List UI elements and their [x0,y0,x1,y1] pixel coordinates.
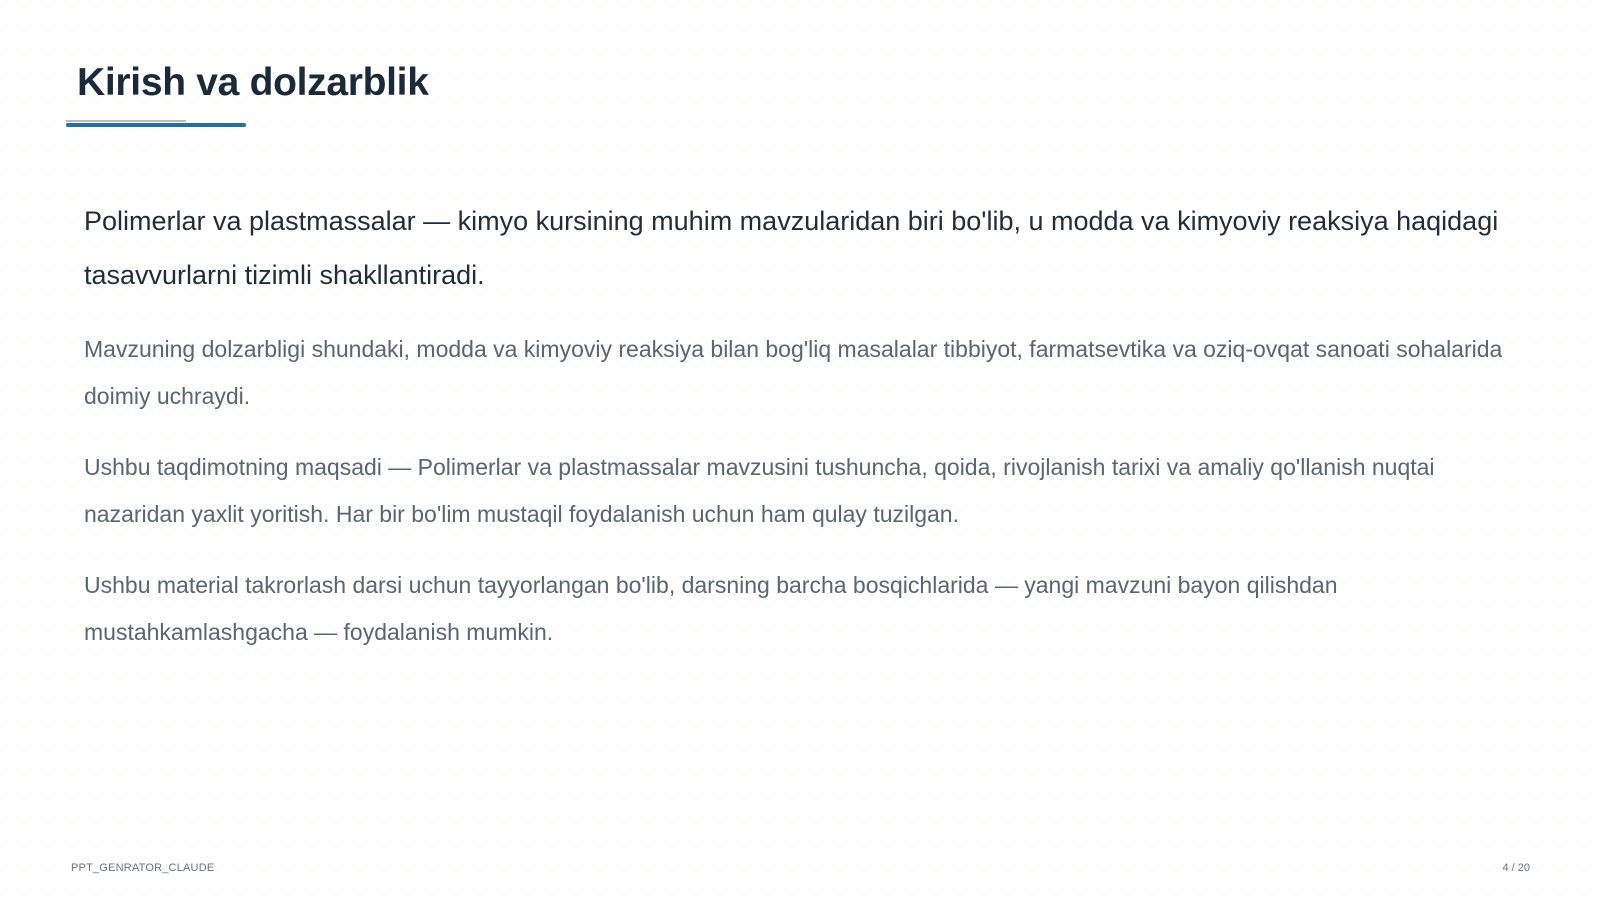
slide-title: Kirish va dolzarblik [77,61,429,104]
body-paragraph-1: Mavzuning dolzarbligi shundaki, modda va kimyoviy reaksiya bilan bog'liq masalalar tibbiyot, farmatsevtika va oziq-ovqat sanoati sohalarida doimiy uchraydi. [84,336,1503,409]
page-number: 4 / 20 [1502,862,1530,874]
body-paragraph-3: Ushbu material takrorlash darsi uchun tayyorlangan bo'lib, darsning barcha bosqichlarida — yangi mavzuni bayon qilishdan mustahkamlashgacha — foydalanish mumkin. [84,572,1338,645]
slide-content [84,194,1524,680]
body-paragraph-2: Ushbu taqdimotning maqsadi — Polimerlar va plastmassalar mavzusini tushuncha, qoida, rivojlanish tarixi va amaliy qo'llanish nuqtai nazaridan yaxlit yoritish. Har bir bo'lim mustaqil foydalanish uchun ham qulay tuzilgan. [84,454,1435,527]
title-underline-shadow [66,120,186,122]
footer-source-label: PPT_GENRATOR_CLAUDE [71,862,215,874]
title-underline [66,123,246,127]
lead-paragraph: Polimerlar va plastmassalar — kimyo kursining muhim mavzularidan biri bo'lib, u modda va kimyoviy reaksiya haqidagi tasavvurlarni tizimli shakllantiradi. [84,206,1499,290]
